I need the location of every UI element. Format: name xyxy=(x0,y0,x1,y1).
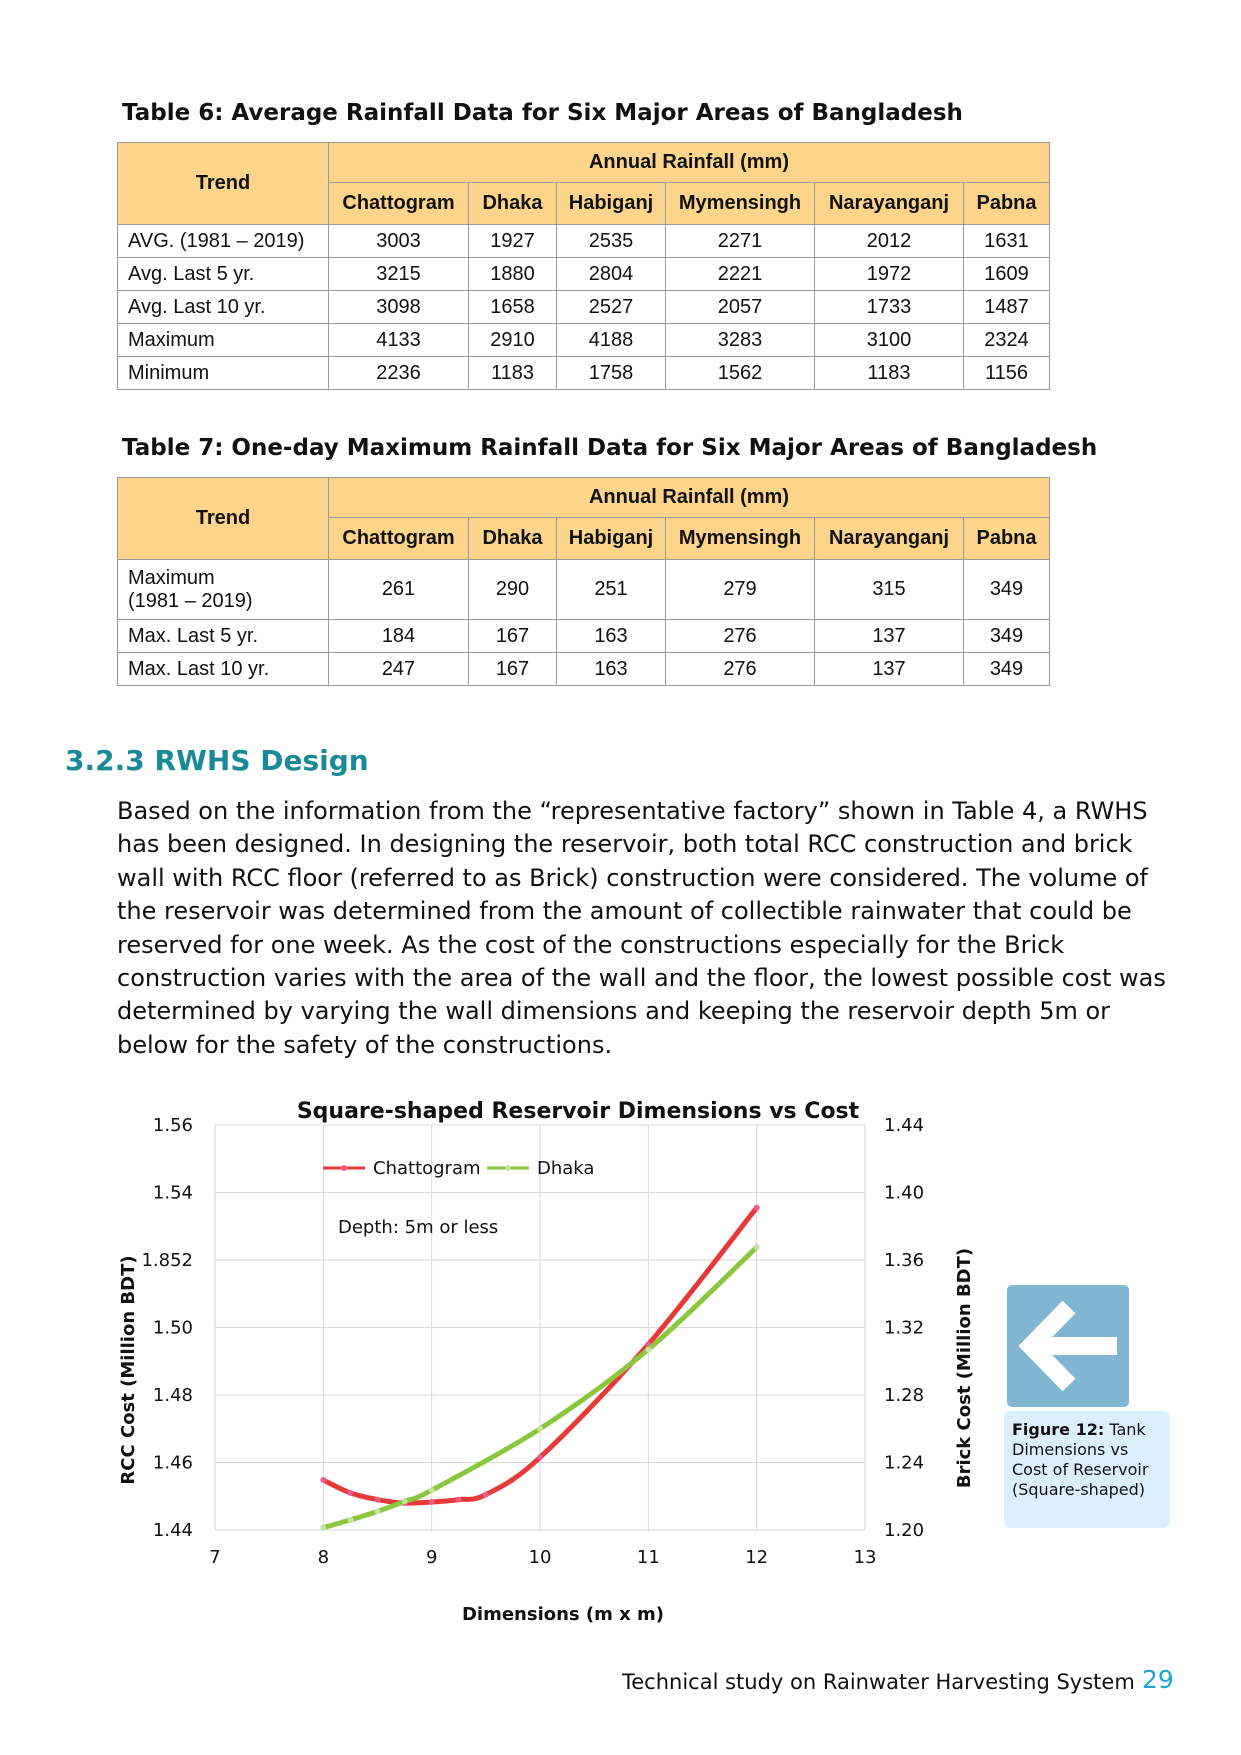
y-tick-label: 1.44 xyxy=(152,1520,193,1541)
table-cell: 3003 xyxy=(329,225,469,258)
y2-tick-label: 1.36 xyxy=(884,1250,925,1271)
data-point xyxy=(375,1508,381,1514)
data-point xyxy=(429,1487,435,1493)
table-cell: 3215 xyxy=(329,258,469,291)
legend xyxy=(323,1158,594,1179)
legend-marker xyxy=(505,1165,511,1171)
group-header: Annual Rainfall (mm) xyxy=(329,143,1050,183)
table-cell: 1183 xyxy=(815,357,964,390)
table-cell: 349 xyxy=(964,620,1050,653)
row-label: Maximum xyxy=(118,324,329,357)
table-cell: 2057 xyxy=(666,291,815,324)
table-cell: 1156 xyxy=(964,357,1050,390)
table-cell: 2236 xyxy=(329,357,469,390)
table-cell: 2910 xyxy=(469,324,557,357)
y-tick-label: 1.56 xyxy=(152,1115,193,1136)
x-tick-label: 11 xyxy=(636,1547,660,1568)
y-tick-label: 1.48 xyxy=(152,1385,193,1406)
section-heading: 3.2.3 RWHS Design xyxy=(65,744,369,777)
table-cell: 261 xyxy=(329,560,469,620)
table-cell: 315 xyxy=(815,560,964,620)
column-header: Mymensingh xyxy=(666,518,815,560)
row-label: Avg. Last 5 yr. xyxy=(118,258,329,291)
table-cell: 349 xyxy=(964,560,1050,620)
table-cell: 1562 xyxy=(666,357,815,390)
table-cell: 184 xyxy=(329,620,469,653)
table-cell: 1733 xyxy=(815,291,964,324)
x-tick-label: 9 xyxy=(425,1547,438,1568)
table-cell: 247 xyxy=(329,653,469,686)
table-cell: 3098 xyxy=(329,291,469,324)
data-point xyxy=(754,1205,760,1211)
table-cell: 251 xyxy=(557,560,666,620)
table-cell: 167 xyxy=(469,653,557,686)
table-cell: 1658 xyxy=(469,291,557,324)
table-cell: 1972 xyxy=(815,258,964,291)
column-header: Chattogram xyxy=(329,183,469,225)
table-cell: 163 xyxy=(557,653,666,686)
table-cell: 1880 xyxy=(469,258,557,291)
table-cell: 1183 xyxy=(469,357,557,390)
column-header: Pabna xyxy=(964,183,1050,225)
table-cell: 1758 xyxy=(557,357,666,390)
table-cell: 349 xyxy=(964,653,1050,686)
table-cell: 137 xyxy=(815,653,964,686)
table-cell: 2012 xyxy=(815,225,964,258)
table-cell: 3283 xyxy=(666,324,815,357)
data-point xyxy=(537,1426,543,1432)
arrow-left-glyph xyxy=(1007,1285,1129,1407)
data-point xyxy=(320,1525,326,1531)
y2-axis-label: Brick Cost (Million BDT) xyxy=(954,1247,975,1489)
row-label-line: Maximum xyxy=(128,566,215,589)
row-label: Avg. Last 10 yr. xyxy=(118,291,329,324)
x-tick-label: 7 xyxy=(209,1547,221,1568)
page-number: 29 xyxy=(1142,1665,1174,1694)
x-axis-label: Dimensions (m x m) xyxy=(461,1604,665,1625)
y-tick-label: 1.50 xyxy=(152,1317,193,1339)
trend-header: Trend xyxy=(118,143,329,225)
table-cell: 2804 xyxy=(557,258,666,291)
data-point xyxy=(347,1490,353,1496)
footer-title: Technical study on Rainwater Harvesting System xyxy=(622,1670,1135,1694)
group-header: Annual Rainfall (mm) xyxy=(329,478,1050,518)
column-header: Narayanganj xyxy=(815,518,964,560)
table-cell: 4188 xyxy=(557,324,666,357)
table-cell: 2527 xyxy=(557,291,666,324)
column-header: Pabna xyxy=(964,518,1050,560)
table-cell: 1631 xyxy=(964,225,1050,258)
y2-tick-label: 1.40 xyxy=(884,1182,925,1204)
row-label: Max. Last 5 yr. xyxy=(118,620,329,653)
data-point xyxy=(320,1477,326,1483)
data-point xyxy=(754,1244,760,1250)
table-cell: 1927 xyxy=(469,225,557,258)
data-point xyxy=(537,1454,543,1460)
data-point xyxy=(645,1346,651,1352)
y-tick-label: 1.54 xyxy=(152,1182,193,1204)
x-tick-label: 12 xyxy=(745,1547,769,1568)
row-label: Max. Last 10 yr. xyxy=(118,653,329,686)
arrow-left-icon[interactable] xyxy=(1007,1285,1129,1407)
y2-tick-label: 1.44 xyxy=(884,1115,925,1136)
table-cell: 3100 xyxy=(815,324,964,357)
x-tick-label: 13 xyxy=(853,1547,877,1568)
chart-title: Square-shaped Reservoir Dimensions vs Cost xyxy=(296,1099,860,1124)
plot-area xyxy=(141,1115,924,1568)
x-tick-label: 8 xyxy=(317,1547,330,1568)
legend-label: Chattogram xyxy=(373,1158,481,1179)
figure-text: Tank Dimensions vs Cost of Reservoir (Square-shaped) xyxy=(1012,1420,1149,1499)
y2-tick-label: 1.28 xyxy=(884,1385,925,1406)
y-tick-label: 1.852 xyxy=(141,1250,193,1271)
body-paragraph: Based on the information from the “representative factory” shown in Table 4, a RWHS has been designed. In designing the reservoir, both total RCC construction and brick wall with RCC floor (referred to as Brick) construction were considered. The volume of the reservoir was determined from the amount of collectible rainwater that could be reserved for one week. As the cost of the constructions especially for the Brick construction varies with the area of the wall and the floor, the lowest possible cost was determined by varying the wall dimensions and keeping the reservoir depth 5m or below for the safety of the constructions. xyxy=(117,797,1166,1059)
legend-label: Dhaka xyxy=(537,1158,595,1179)
table-cell: 2535 xyxy=(557,225,666,258)
trend-header: Trend xyxy=(118,478,329,560)
x-tick-label: 10 xyxy=(528,1547,552,1568)
figure-label: Figure 12: xyxy=(1012,1420,1105,1439)
data-point xyxy=(456,1497,462,1503)
figure-caption xyxy=(1004,1411,1170,1528)
table-cell: 2271 xyxy=(666,225,815,258)
table-cell: 2221 xyxy=(666,258,815,291)
row-label-line: (1981 – 2019) xyxy=(128,589,253,612)
y-axis-label: RCC Cost (Million BDT) xyxy=(118,1255,139,1485)
table7-caption: Table 7: One-day Maximum Rainfall Data for Six Major Areas of Bangladesh xyxy=(122,435,1098,461)
data-point xyxy=(483,1492,489,1498)
table-cell: 167 xyxy=(469,620,557,653)
data-point xyxy=(375,1497,381,1503)
column-header: Chattogram xyxy=(329,518,469,560)
y-tick-label: 1.46 xyxy=(152,1452,193,1474)
column-header: Narayanganj xyxy=(815,183,964,225)
row-label: Minimum xyxy=(118,357,329,390)
data-point xyxy=(429,1499,435,1505)
table-cell: 276 xyxy=(666,653,815,686)
table6-caption: Table 6: Average Rainfall Data for Six Major Areas of Bangladesh xyxy=(122,100,963,126)
table-cell: 290 xyxy=(469,560,557,620)
chart-annotation: Depth: 5m or less xyxy=(338,1217,499,1238)
y2-tick-label: 1.32 xyxy=(884,1317,925,1339)
y2-tick-label: 1.24 xyxy=(884,1452,925,1474)
data-point xyxy=(402,1498,408,1504)
column-header: Habiganj xyxy=(557,518,666,560)
column-header: Mymensingh xyxy=(666,183,815,225)
legend-marker xyxy=(341,1165,347,1171)
row-label: AVG. (1981 – 2019) xyxy=(118,225,329,258)
table-cell: 276 xyxy=(666,620,815,653)
column-header: Dhaka xyxy=(469,518,557,560)
table-cell: 1487 xyxy=(964,291,1050,324)
data-point xyxy=(347,1517,353,1523)
table-cell: 2324 xyxy=(964,324,1050,357)
y2-tick-label: 1.20 xyxy=(884,1520,925,1541)
table-cell: 163 xyxy=(557,620,666,653)
column-header: Habiganj xyxy=(557,183,666,225)
table-cell: 279 xyxy=(666,560,815,620)
table-cell: 1609 xyxy=(964,258,1050,291)
column-header: Dhaka xyxy=(469,183,557,225)
table-cell: 4133 xyxy=(329,324,469,357)
table-cell: 137 xyxy=(815,620,964,653)
